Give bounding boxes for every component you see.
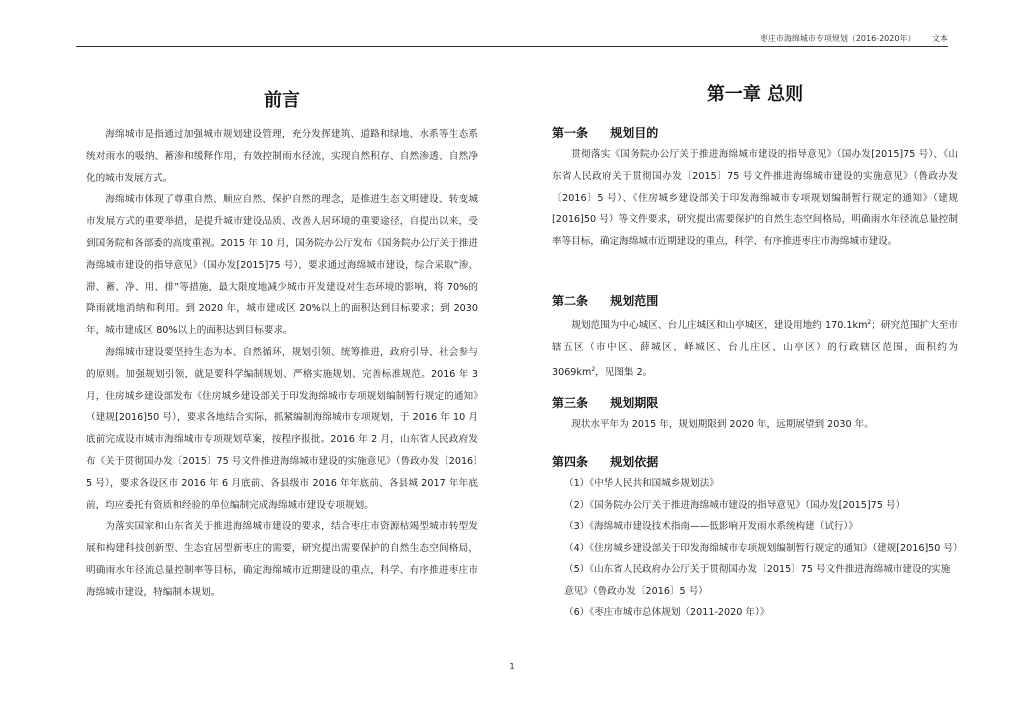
article-2 xyxy=(552,290,958,384)
superscript: 2 xyxy=(867,319,872,326)
article-name: 规划范围 xyxy=(610,294,659,308)
header-doc-title: 枣庄市海绵城市专项规划（2016-2020年） xyxy=(759,34,916,43)
list-item: （4）《住房城乡建设部关于印发海绵城市专项规划编制暂行规定的通知》（建规[2016]50 号） xyxy=(564,542,963,554)
article-heading xyxy=(552,451,958,473)
article-heading xyxy=(552,290,958,312)
preface-body xyxy=(86,124,478,604)
article-1 xyxy=(552,122,958,253)
list-item: （1）《中华人民共和国城乡规划法》 xyxy=(564,478,719,489)
article-name: 规划目的 xyxy=(610,126,659,140)
article-4 xyxy=(552,451,963,624)
list-item: （6）《枣庄市城市总体规划（2011-2020 年）》 xyxy=(564,607,770,618)
article-text: 现状水平年为 2015 年，规划期限到 2020 年，远期展望到 2030 年。 xyxy=(571,419,874,430)
article-name: 规划依据 xyxy=(610,455,659,469)
preface-paragraph: 海绵城市建设要坚持生态为本、自然循环，规划引领、统筹推进，政府引导、社会参与的原则。加强规划引领，就是要科学编制规划、严格实施规划、完善标准规范。2016 年 3 月，住房城乡建设部发布《住房城乡建设部关于印发海绵城市专项规划编制暂行规定的通知》（建规[2016]50 号），要求各地结合实际，抓紧编制海绵城市专项规划，于 2016 年 10 月底前完成设市城市海绵城市专项规划草案，按程序报批。2016 年 2 月，山东省人民政府发布《关于贯彻国办发〔2015〕75 号文件推进海绵城市建设的实施意见》（鲁政办发〔2016〕5 号），要求各设区市 2016 年 6 月底前、各县级市 2016 年年底前、各县城 2017 年年底前，均应委托有资质和经验的单位编制完成海绵城市建设专项规划。 xyxy=(86,346,478,511)
article-text-part: ，见图集 2。 xyxy=(595,366,653,378)
preface-title: 前言 xyxy=(264,90,300,111)
page-number: 1 xyxy=(509,662,515,671)
article-3 xyxy=(552,392,958,436)
header-doc-type: 文本 xyxy=(932,34,948,43)
article-text-part: 规划范围为中心城区、台儿庄城区和山亭城区，建设用地约 170.1km xyxy=(571,320,868,332)
superscript: 2 xyxy=(591,365,596,373)
list-item: （3）《海绵城市建设技术指南——低影响开发雨水系统构建（试行）》 xyxy=(564,521,858,532)
article-text-part: ；研究范围扩大至市辖五区（市中区、薛城区、峄城区、台儿庄区、山亭区）的行政辖区范围，面积约为 3069km xyxy=(552,320,959,378)
chapter-title: 第一章 总则 xyxy=(706,84,804,105)
basis-list xyxy=(552,473,963,624)
preface-paragraph: 海绵城市是指通过加强城市规划建设管理，充分发挥建筑、道路和绿地、水系等生态系统对雨水的吸纳、蓄渗和缓释作用，有效控制雨水径流，实现自然积存、自然渗透、自然净化的城市发展方式。 xyxy=(86,129,478,184)
article-text xyxy=(552,312,958,384)
article-name: 规划期限 xyxy=(610,396,659,410)
preface-paragraph: 海绵城市体现了尊重自然、顺应自然、保护自然的理念，是推进生态文明建设、转变城市发展方式的重要举措，是提升城市建设品质、改善人居环境的重要途径，自提出以来，受到国务院和各部委的高度重视。2015 年 10 月，国务院办公厅发布《国务院办公厅关于推进海绵城市建设的指导意见》（国办发[2015]75 号），要求通过海绵城市建设，综合采取“渗、滞、蓄、净、用、排”等措施，最大限度地减少城市开发建设对生态环境的影响，将 70%的降雨就地消纳和利用。到 2020 年，城市建成区 20%以上的面积达到目标要求；到 2030 年，城市建成区 80%以上的面积达到目标要求。 xyxy=(86,194,478,337)
list-item: （2）《国务院办公厅关于推进海绵城市建设的指导意见》（国办发[2015]75 号） xyxy=(564,499,906,511)
article-heading xyxy=(552,122,958,144)
article-text: 贯彻落实《国务院办公厅关于推进海绵城市建设的指导意见》（国办发[2015]75 号）、《山东省人民政府关于贯彻国办发〔2015〕75 号文件推进海绵城市建设的实施意见》（鲁政办发〔2016〕5 号）、《住房城乡建设部关于印发海绵城市专项规划编制暂行规定的通知》（建规[2016]50 号）等文件要求，研究提出需要保护的自然生态空间格局，明确雨水年径流总量控制率等目标，确定海绵城市近期建设的重点，科学、有序推进枣庄市海绵城市建设。 xyxy=(552,149,958,248)
article-number: 第一条 xyxy=(552,126,589,140)
article-number: 第三条 xyxy=(552,396,589,410)
article-number: 第二条 xyxy=(552,294,589,308)
article-heading xyxy=(552,392,958,414)
header-rule xyxy=(76,46,948,47)
page-header xyxy=(746,33,948,44)
preface-paragraph: 为落实国家和山东省关于推进海绵城市建设的要求，结合枣庄市资源枯竭型城市转型发展和构建科技创新型、生态宜居型新枣庄的需要，研究提出需要保护的自然生态空间格局，明确雨水年径流总量控制率等目标，确定海绵城市近期建设的重点，科学、有序推进枣庄市海绵城市建设，特编制本规划。 xyxy=(86,521,478,598)
list-item: （5）《山东省人民政府办公厅关于贯彻国办发〔2015〕75 号文件推进海绵城市建设的实施意见》（鲁政办发〔2016〕5 号） xyxy=(564,564,951,597)
article-number: 第四条 xyxy=(552,455,589,469)
